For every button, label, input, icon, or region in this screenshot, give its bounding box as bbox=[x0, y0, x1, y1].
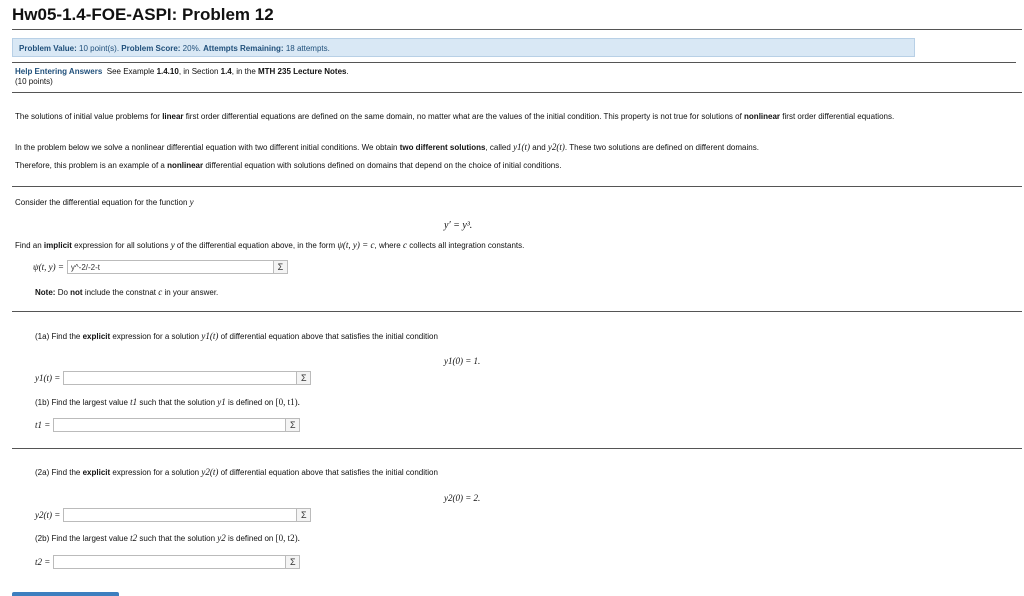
find-implicit-text: Find an implicit expression for all solutions y of the differential equation above, in the form ψ(t, y) = c, where c collects all integration constants. bbox=[15, 240, 525, 250]
example-ref: 1.4.10 bbox=[156, 67, 179, 76]
t1-label: t1 = bbox=[35, 420, 51, 430]
part1b-question: (1b) Find the largest value t1 such that the solution y1 is defined on [0, t1). bbox=[35, 397, 300, 407]
section-ref: 1.4 bbox=[220, 67, 232, 76]
intro-paragraph-2: In the problem below we solve a nonlinear differential equation with two different initial conditions. We obtain two different solutions, called y1(t) and y2(t). These two solutions are defined on different domains. bbox=[15, 142, 759, 152]
problem-score: 20%. bbox=[182, 44, 201, 53]
equation-editor-button[interactable]: Σ bbox=[297, 508, 311, 522]
equation-editor-button[interactable]: Σ bbox=[286, 555, 300, 569]
equation-editor-button[interactable]: Σ bbox=[286, 418, 300, 432]
y1-answer-row bbox=[35, 371, 311, 385]
t1-input[interactable] bbox=[53, 418, 286, 432]
help-section: Help Entering Answers See Example 1.4.10, in Section 1.4, in the MTH 235 Lecture Notes. (10 points) bbox=[15, 67, 349, 86]
lecture-notes-ref: MTH 235 Lecture Notes bbox=[258, 67, 347, 76]
consider-text: Consider the differential equation for the function y bbox=[15, 197, 194, 207]
psi-label: ψ(t, y) = bbox=[33, 262, 64, 272]
equation-editor-button[interactable]: Σ bbox=[274, 260, 288, 274]
part2-divider bbox=[12, 448, 1022, 449]
part2b-question: (2b) Find the largest value t2 such that the solution y2 is defined on [0, t2). bbox=[35, 533, 300, 543]
consider-divider bbox=[12, 186, 1022, 187]
t2-label: t2 = bbox=[35, 557, 51, 567]
part1-divider bbox=[12, 311, 1022, 312]
part1a-question: (1a) Find the explicit expression for a solution y1(t) of differential equation above that satisfies the initial condition bbox=[35, 331, 438, 341]
part2-initial-condition: y2(0) = 2. bbox=[444, 493, 481, 503]
section-divider bbox=[12, 92, 1022, 93]
problem-info-bar bbox=[12, 38, 915, 57]
intro-paragraph-3: Therefore, this problem is an example of a nonlinear differential equation with solutions defined on domains that depend on the choice of initial conditions. bbox=[15, 161, 562, 170]
title-divider bbox=[12, 29, 1022, 30]
attempts-label: Attempts Remaining: bbox=[203, 44, 284, 53]
attempts-remaining: 18 attempts. bbox=[285, 44, 330, 53]
t2-input[interactable] bbox=[53, 555, 286, 569]
y1-input[interactable] bbox=[63, 371, 297, 385]
equation-editor-button[interactable]: Σ bbox=[297, 371, 311, 385]
t2-answer-row bbox=[35, 555, 300, 569]
submit-button-edge[interactable] bbox=[12, 592, 119, 596]
y2-answer-row bbox=[35, 508, 311, 522]
help-entering-answers-link[interactable]: Help Entering Answers bbox=[15, 67, 103, 76]
problem-score-label: Problem Score: bbox=[121, 44, 181, 53]
note-text: Note: Do not include the constnat c in your answer. bbox=[35, 287, 219, 297]
page-title: Hw05-1.4-FOE-ASPI: Problem 12 bbox=[12, 5, 274, 24]
psi-input[interactable] bbox=[67, 260, 274, 274]
part2a-question: (2a) Find the explicit expression for a solution y2(t) of differential equation above that satisfies the initial condition bbox=[35, 467, 438, 477]
t1-answer-row bbox=[35, 418, 300, 432]
problem-value-label: Problem Value: bbox=[19, 44, 77, 53]
part1-initial-condition: y1(0) = 1. bbox=[444, 356, 481, 366]
y1-label: y1(t) = bbox=[35, 373, 61, 383]
help-divider bbox=[12, 62, 1016, 63]
intro-paragraph-1: The solutions of initial value problems for linear first order differential equations are defined on the same domain, no matter what are the values of the initial condition. This property is not true for solutions of nonlinear first order differential equations. bbox=[15, 112, 895, 121]
y2-label: y2(t) = bbox=[35, 510, 61, 520]
points-text: (10 points) bbox=[15, 77, 53, 86]
y2-input[interactable] bbox=[63, 508, 297, 522]
problem-value: 10 point(s). bbox=[79, 44, 120, 53]
differential-equation: y′ = y³. bbox=[444, 220, 473, 231]
psi-answer-row bbox=[33, 260, 288, 274]
